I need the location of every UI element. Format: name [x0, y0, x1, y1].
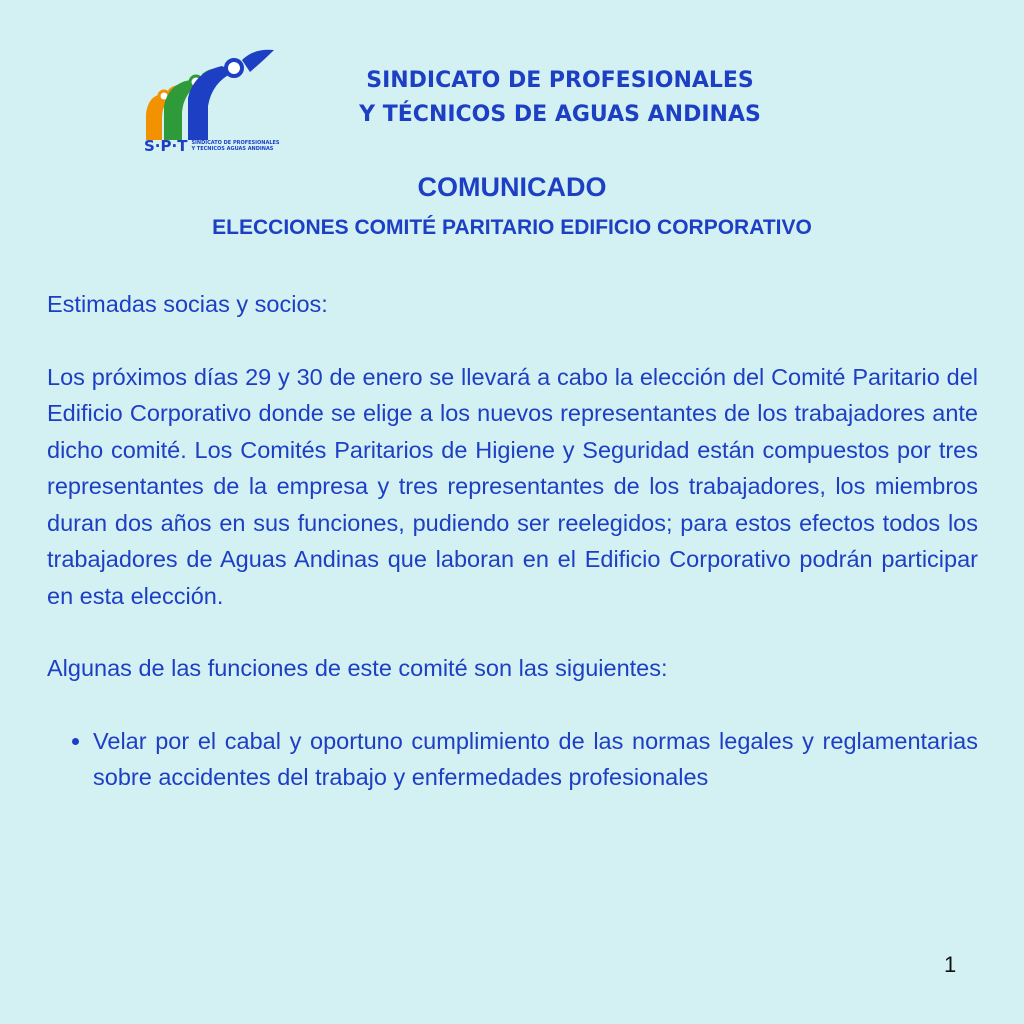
main-paragraph: Los próximos días 29 y 30 de enero se llevará a cabo la elección del Comité Paritario del Edificio Corporativo donde se elige a los nuevos representantes de los trabajadores ante dicho comité. Los Comités Paritarios de Higiene y Seguridad están compuestos por tres representantes de la empresa y tres representantes de los trabajadores, los miembros duran dos años en sus funciones, pudiendo ser reelegidos; para estos efectos todos los trabajadores de Aguas Andinas que laboran en el Edificio Corporativo podrán participar en esta elección. — [47, 363, 978, 609]
functions-list — [47, 723, 978, 796]
organization-name-line2: Y TÉCNICOS DE AGUAS ANDINAS — [359, 102, 761, 127]
functions-intro: Algunas de las funciones de este comité son las siguientes: — [47, 655, 668, 681]
page-number: 1 — [944, 952, 957, 977]
document-title: COMUNICADO — [417, 172, 607, 202]
union-logo-figures-icon — [138, 44, 278, 150]
logo-caption-text — [191, 140, 279, 152]
logo-caption-line2: Y TECNICOS AGUAS ANDINAS — [191, 146, 274, 152]
union-logo — [138, 44, 288, 164]
organization-name — [330, 64, 790, 132]
list-item: • Velar por el cabal y oportuno cumplimiento de las normas legales y reglamentarias sobre accidentes del trabajo y enfermedades profesionales — [93, 723, 978, 796]
logo-caption-line1: SINDICATO DE PROFESIONALES — [191, 140, 280, 146]
logo-caption — [144, 137, 280, 155]
document-body — [47, 286, 978, 796]
organization-name-line1: SINDICATO DE PROFESIONALES — [366, 68, 754, 93]
logo-acronym: S·P·T — [144, 137, 188, 155]
greeting: Estimadas socias y socios: — [47, 291, 328, 317]
header — [0, 0, 1024, 170]
document-subtitle: ELECCIONES COMITÉ PARITARIO EDIFICIO CORPORATIVO — [212, 216, 812, 239]
